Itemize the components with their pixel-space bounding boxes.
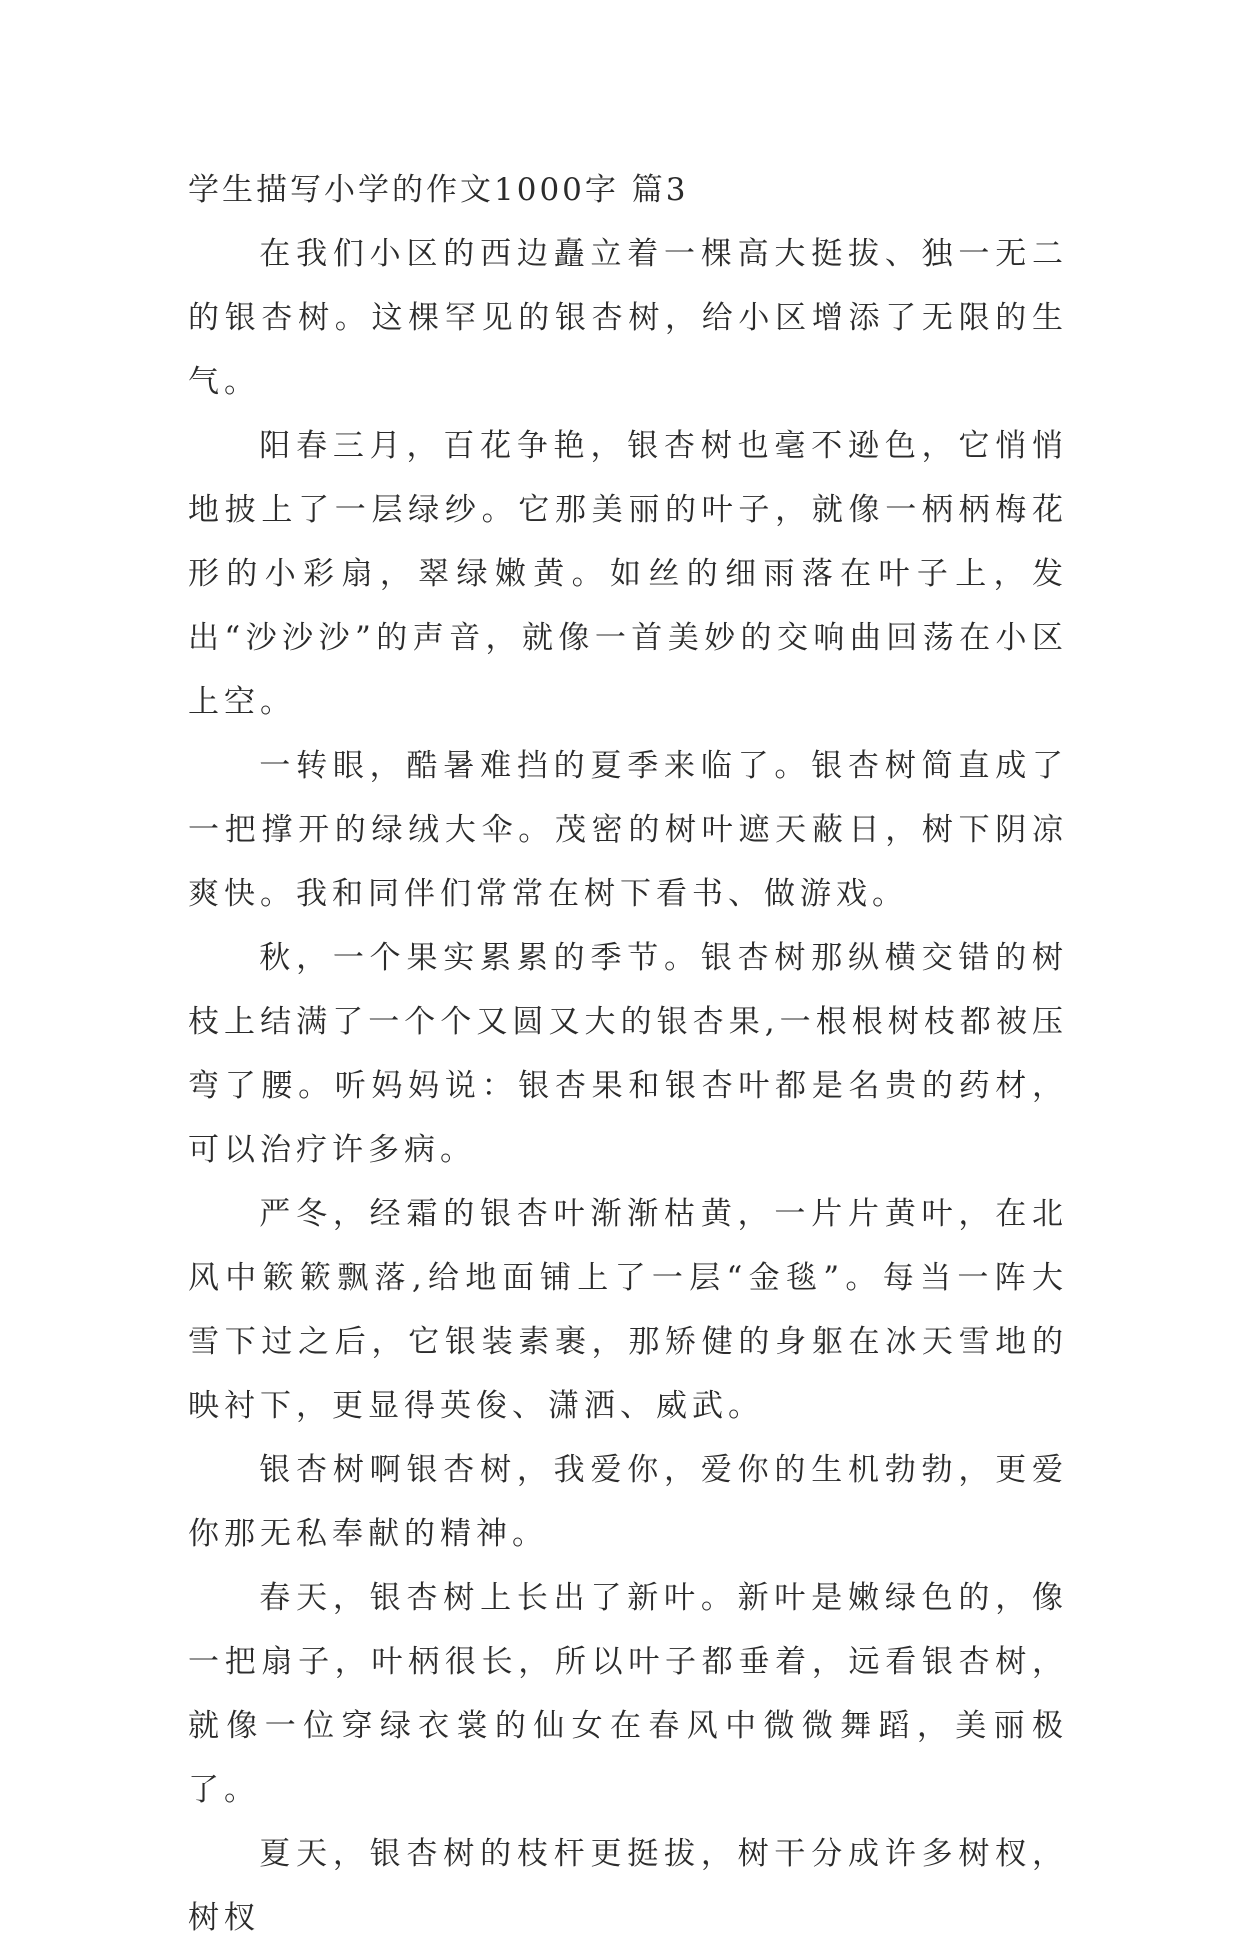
paragraph: 阳春三月，百花争艳，银杏树也毫不逊色，它悄悄地披上了一层绿纱。它那美丽的叶子，就像一柄柄梅花形的小彩扇，翠绿嫩黄。如丝的细雨落在叶子上，发出“沙沙沙”的声音，就像一首美妙的交响曲回荡在小区上空。: [188, 428, 1068, 720]
document-title: 学生描写小学的作文1000字 篇3: [188, 172, 689, 208]
paragraph: 秋，一个果实累累的季节。银杏树那纵横交错的树枝上结满了一个个又圆又大的银杏果,一根根树枝都被压弯了腰。听妈妈说：银杏果和银杏叶都是名贵的药材，可以治疗许多病。: [188, 940, 1068, 1168]
paragraph: 春天，银杏树上长出了新叶。新叶是嫩绿色的，像一把扇子，叶柄很长，所以叶子都垂着，远看银杏树，就像一位穿绿衣裳的仙女在春风中微微舞蹈，美丽极了。: [188, 1580, 1068, 1808]
paragraph: 在我们小区的西边矗立着一棵高大挺拔、独一无二的银杏树。这棵罕见的银杏树，给小区增添了无限的生气。: [188, 236, 1068, 400]
paragraph: 夏天，银杏树的枝杆更挺拔，树干分成许多树杈，树杈: [188, 1836, 1068, 1936]
paragraph: 严冬，经霜的银杏叶渐渐枯黄，一片片黄叶，在北风中簌簌飘落,给地面铺上了一层“金毯”。每当一阵大雪下过之后，它银装素裹，那矫健的身躯在冰天雪地的映衬下，更显得英俊、潇洒、威武。: [188, 1196, 1068, 1424]
document-body: [188, 158, 1068, 1950]
paragraph: 银杏树啊银杏树，我爱你，爱你的生机勃勃，更爱你那无私奉献的精神。: [188, 1452, 1068, 1552]
paragraph: 一转眼，酷暑难挡的夏季来临了。银杏树简直成了一把撑开的绿绒大伞。茂密的树叶遮天蔽日，树下阴凉爽快。我和同伴们常常在树下看书、做游戏。: [188, 748, 1068, 912]
